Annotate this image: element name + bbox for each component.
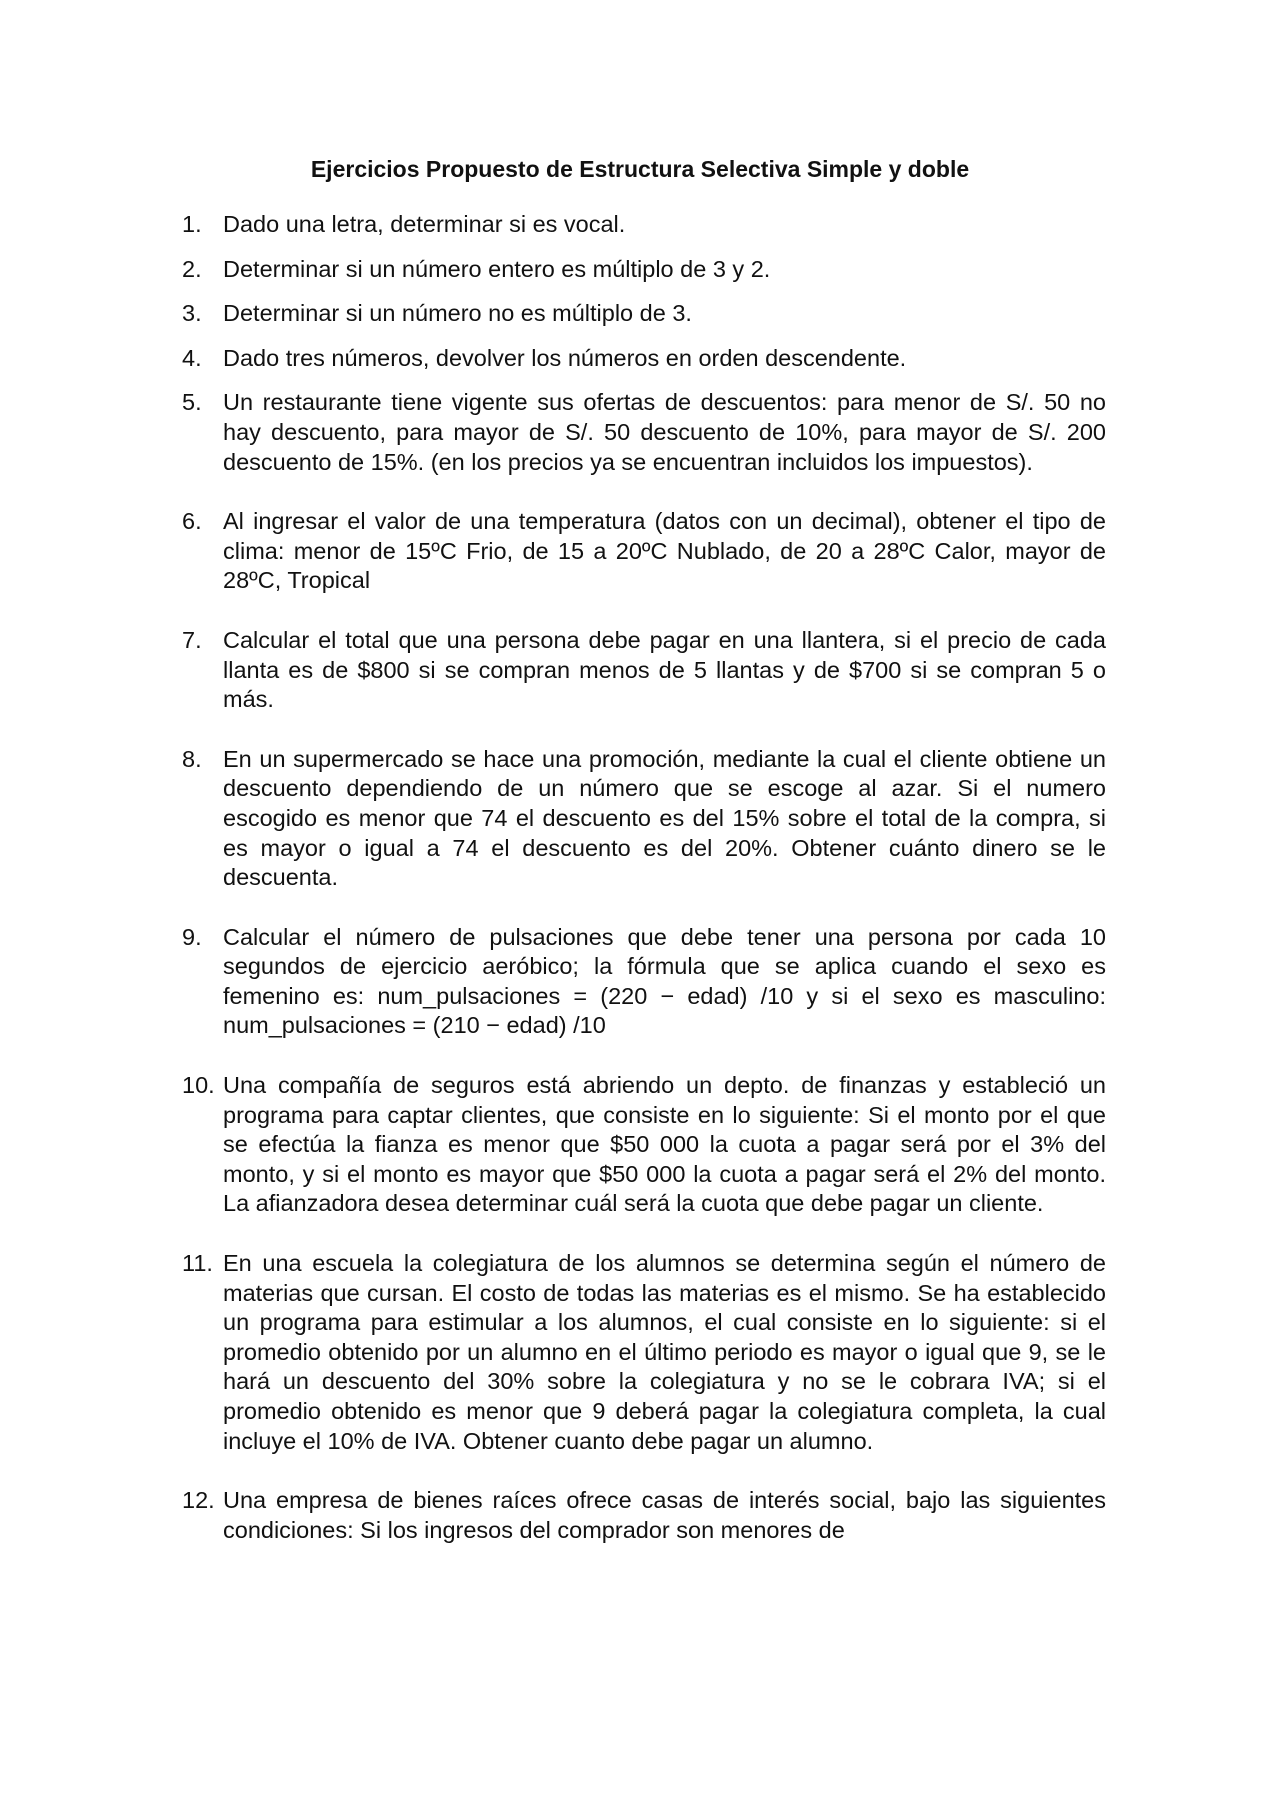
item-text: Determinar si un número no es múltiplo de 3. bbox=[223, 300, 692, 327]
item-number: 3. bbox=[182, 300, 202, 327]
item-text: Dado tres números, devolver los números en orden descendente. bbox=[223, 344, 907, 371]
document-title: Ejercicios Propuesto de Estructura Selectiva Simple y doble bbox=[310, 156, 970, 182]
item-number: 5. bbox=[182, 389, 202, 416]
list-item bbox=[182, 745, 1106, 893]
item-text: Una compañía de seguros está abriendo un depto. de finanzas y estableció un programa para captar clientes, que consiste en lo siguiente: Si el monto por el que se efectúa la fianza es menor que $50 000 la cuota a pagar será por el 3% del monto, y si el monto es mayor que $50 000 la cuota a pagar será el 2% del monto. La afianzadora desea determinar cuál será la cuota que debe pagar un cliente. bbox=[223, 1072, 1106, 1217]
list-item bbox=[182, 1249, 1106, 1456]
list-item bbox=[182, 507, 1106, 596]
item-number: 4. bbox=[182, 344, 202, 371]
list-item bbox=[182, 626, 1106, 715]
item-number: 6. bbox=[182, 508, 202, 535]
item-text: En un supermercado se hace una promoción, mediante la cual el cliente obtiene un descuento dependiendo de un número que se escoge al azar. Si el numero escogido es menor que 74 el descuento es del 15% sobre el total de la compra, si es mayor o igual a 74 el descuento es del 20%. Obtener cuánto dinero se le descuenta. bbox=[223, 745, 1106, 891]
item-number: 12. bbox=[182, 1487, 215, 1514]
item-text: Calcular el total que una persona debe pagar en una llantera, si el precio de cada llanta es de $800 si se compran menos de 5 llantas y de $700 si se compran 5 o más. bbox=[223, 626, 1106, 713]
item-text: Determinar si un número entero es múltiplo de 3 y 2. bbox=[223, 255, 771, 282]
item-text: Al ingresar el valor de una temperatura (datos con un decimal), obtener el tipo de clima: menor de 15ºC Frio, de 15 a 20ºC Nublado, de 20 a 28ºC Calor, mayor de 28ºC, Tropical bbox=[223, 508, 1106, 594]
list-item bbox=[182, 299, 1106, 329]
list-item bbox=[182, 1071, 1106, 1219]
item-number: 1. bbox=[182, 211, 202, 237]
list-item bbox=[182, 344, 1106, 374]
item-text: Una empresa de bienes raíces ofrece casas de interés social, bajo las siguientes condiciones: Si los ingresos del comprador son menores de bbox=[223, 1487, 1106, 1543]
exercise-list bbox=[182, 210, 1106, 1545]
list-item bbox=[182, 255, 1106, 285]
item-number: 2. bbox=[182, 255, 202, 282]
item-number: 7. bbox=[182, 626, 202, 653]
item-text: Dado una letra, determinar si es vocal. bbox=[223, 211, 626, 237]
list-item bbox=[182, 1486, 1106, 1545]
item-number: 10. bbox=[182, 1072, 215, 1099]
item-number: 8. bbox=[182, 745, 202, 772]
item-number: 11. bbox=[182, 1250, 213, 1277]
list-item bbox=[182, 923, 1106, 1041]
item-number: 9. bbox=[182, 923, 202, 950]
list-item bbox=[182, 210, 1106, 240]
list-item bbox=[182, 388, 1106, 477]
item-text: En una escuela la colegiatura de los alumnos se determina según el número de materias que cursan. El costo de todas las materias es el mismo. Se ha establecido un programa para estimular a los alumnos, el cual consiste en lo siguiente: si el promedio obtenido por un alumno en el último periodo es mayor o igual que 9, se le hará un descuento del 30% sobre la colegiatura y no se le cobrara IVA; si el promedio obtenido es menor que 9 deberá pagar la colegiatura completa, la cual incluye el 10% de IVA. Obtener cuanto debe pagar un alumno. bbox=[223, 1250, 1106, 1454]
item-text: Calcular el número de pulsaciones que debe tener una persona por cada 10 segundos de ejercicio aeróbico; la fórmula que se aplica cuando el sexo es femenino es: num_pulsaciones = (220 − edad) /10 y si el sexo es masculino: num_pulsaciones = (210 − edad) /10 bbox=[223, 923, 1106, 1039]
item-text: Un restaurante tiene vigente sus ofertas de descuentos: para menor de S/. 50 no hay descuento, para mayor de S/. 50 descuento de 10%, para mayor de S/. 200 descuento de 15%. (en los precios ya se encuentran incluidos los impuestos). bbox=[223, 389, 1106, 475]
